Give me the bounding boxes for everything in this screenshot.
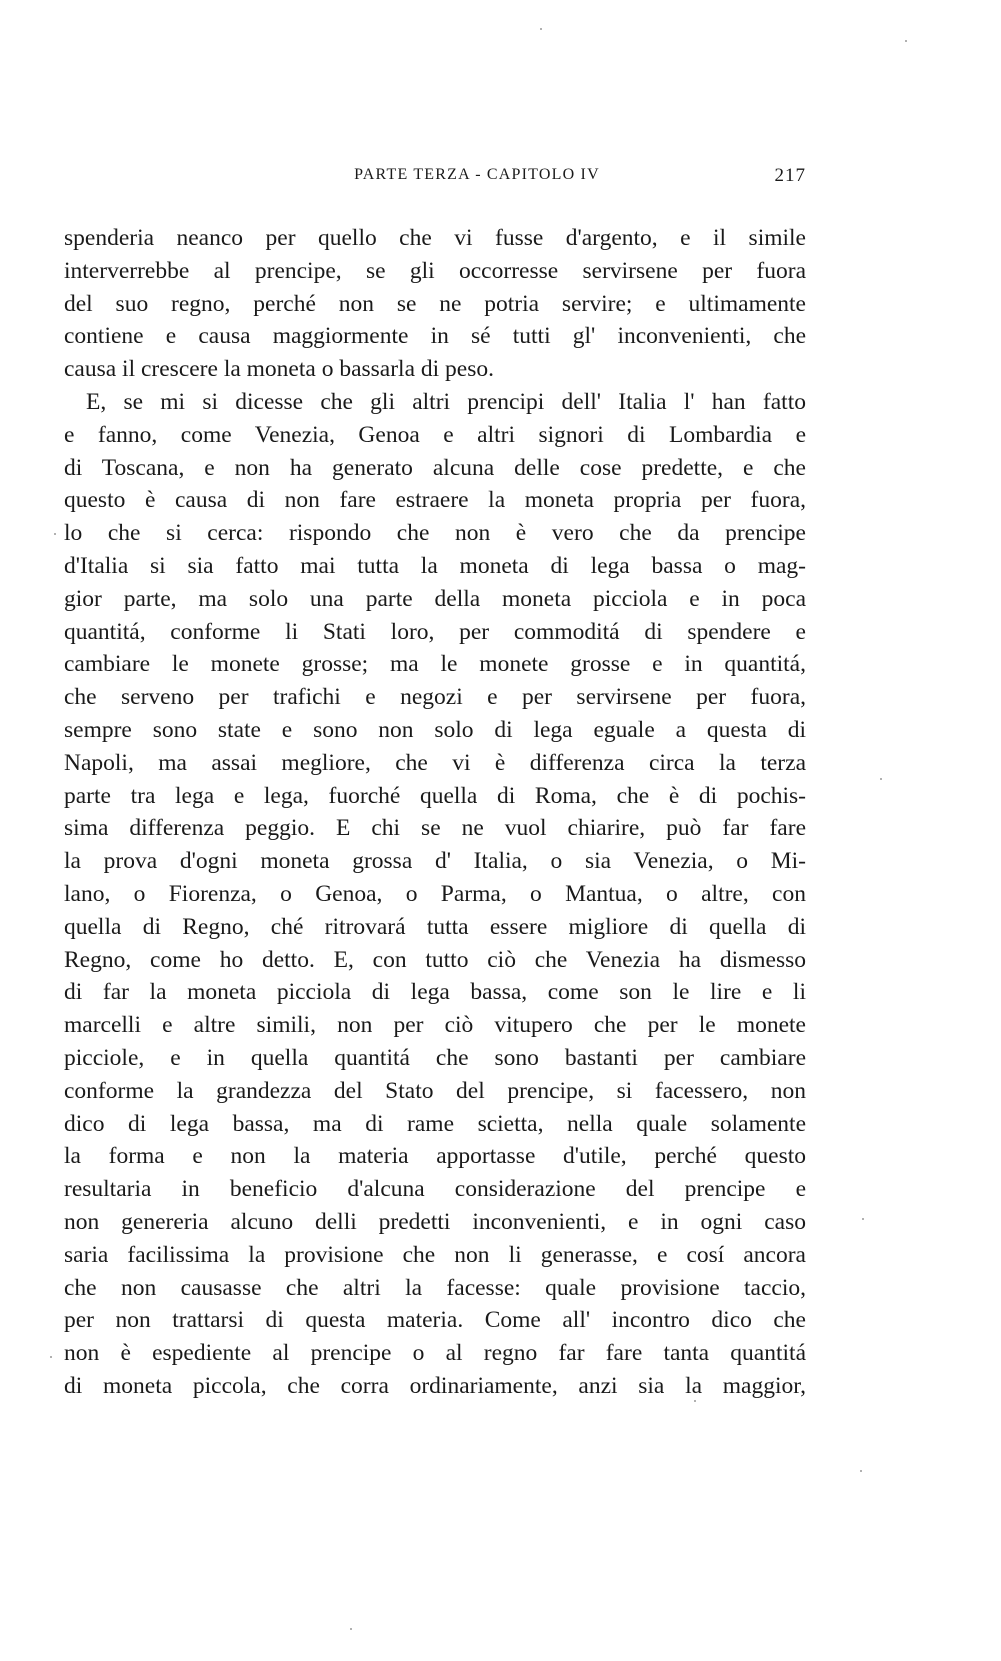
paragraph-2 (64, 386, 806, 1403)
text-line: Napoli, ma assai megliore, che vi è differenza circa la terza (64, 749, 806, 776)
text-line: che non causasse che altri la facesse: quale provisione taccio, (64, 1274, 806, 1301)
text-line: la prova d'ogni moneta grossa d' Italia, o sia Venezia, o Mi- (64, 848, 806, 875)
body-text (64, 222, 806, 1403)
text-line: non è espediente al prencipe o al regno far fare tanta quantitá (64, 1340, 806, 1367)
text-line: di far la moneta picciola di lega bassa, come son le lire e li (64, 979, 806, 1006)
paragraph-1 (64, 222, 806, 386)
text-line: sima differenza peggio. E chi se ne vuol chiarire, può far fare (64, 815, 806, 842)
scan-speck (905, 40, 907, 42)
text-line: saria facilissima la provisione che non li generasse, e cosí ancora (64, 1241, 806, 1268)
scan-speck (694, 1400, 696, 1402)
running-head (64, 166, 806, 190)
text-line: interverrebbe al prencipe, se gli occorresse servirsene per fuora (64, 257, 806, 284)
scan-speck (862, 1218, 864, 1220)
text-line: resultaria in beneficio d'alcuna considerazione del prencipe e (64, 1176, 806, 1203)
text-line: contiene e causa maggiormente in sé tutti gl' inconvenienti, che (64, 323, 806, 350)
text-line: lano, o Fiorenza, o Genoa, o Parma, o Mantua, o altre, con (64, 880, 806, 907)
text-line: causa il crescere la moneta o bassarla di peso. (64, 356, 494, 383)
text-line: spenderia neanco per quello che vi fusse d'argento, e il simile (64, 225, 806, 251)
page-number: 217 (774, 165, 806, 186)
text-line: non genereria alcuno delli predetti inconvenienti, e in ogni caso (64, 1208, 806, 1235)
scan-speck (50, 1356, 52, 1358)
running-head-title: PARTE TERZA - CAPITOLO IV (354, 166, 600, 183)
text-line: quella di Regno, ché ritrovará tutta essere migliore di quella di (64, 913, 806, 940)
text-line: sempre sono state e sono non solo di lega eguale a questa di (64, 716, 806, 743)
text-line: picciole, e in quella quantitá che sono bastanti per cambiare (64, 1044, 806, 1071)
text-line: del suo regno, perché non se ne potria servire; e ultimamente (64, 290, 806, 317)
text-line: di moneta piccola, che corra ordinariamente, anzi sia la maggior, (64, 1372, 806, 1399)
text-line: che serveno per trafichi e negozi e per servirsene per fuora, (64, 684, 806, 711)
scan-speck (860, 1470, 862, 1472)
text-line: E, se mi si dicesse che gli altri prencipi dell' Italia l' han fatto (86, 388, 806, 415)
text-line: gior parte, ma solo una parte della moneta picciola e in poca (64, 585, 806, 612)
text-line: conforme la grandezza del Stato del prencipe, si facessero, non (64, 1077, 806, 1104)
text-line: questo è causa di non fare estraere la moneta propria per fuora, (64, 487, 806, 514)
scan-speck (350, 1628, 352, 1630)
text-line: e fanno, come Venezia, Genoa e altri signori di Lombardia e (64, 421, 806, 448)
text-line: dico di lega bassa, ma di rame scietta, nella quale solamente (64, 1110, 806, 1137)
text-line: lo che si cerca: rispondo che non è vero che da prencipe (64, 520, 806, 547)
text-line: cambiare le monete grosse; ma le monete grosse e in quantitá, (64, 651, 806, 678)
scan-speck (880, 778, 882, 780)
text-line: d'Italia si sia fatto mai tutta la moneta di lega bassa o mag- (64, 552, 806, 579)
text-line: marcelli e altre simili, non per ciò vitupero che per le monete (64, 1012, 806, 1039)
text-line: per non trattarsi di questa materia. Come all' incontro dico che (64, 1307, 806, 1334)
scan-speck (54, 533, 56, 535)
text-line: di Toscana, e non ha generato alcuna delle cose predette, e che (64, 454, 806, 481)
text-line: Regno, come ho detto. E, con tutto ciò che Venezia ha dismesso (64, 946, 806, 973)
text-line: la forma e non la materia apportasse d'utile, perché questo (64, 1143, 806, 1170)
text-line: quantitá, conforme li Stati loro, per commoditá di spendere e (64, 618, 806, 645)
text-line: parte tra lega e lega, fuorché quella di Roma, che è di pochis- (64, 782, 806, 809)
scan-speck (540, 28, 542, 30)
